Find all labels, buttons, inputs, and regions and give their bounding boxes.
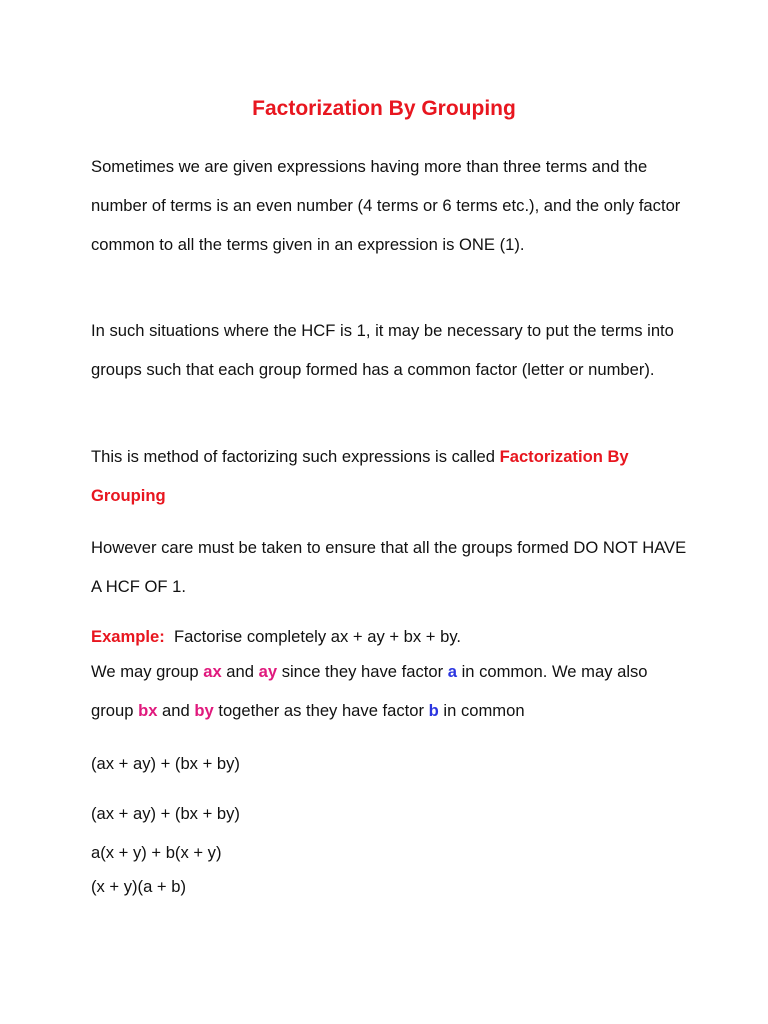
example-statement xyxy=(91,625,461,649)
term-by: by xyxy=(194,701,214,720)
solution-step-4: (x + y)(a + b) xyxy=(91,877,186,896)
paragraph-intro: Sometimes we are given expressions having more than three terms and the number of terms is an even number (4 terms or 6 terms etc.), and the only factor common to all the terms given in an expression is ONE (1). xyxy=(91,157,681,254)
explanation-text: since they have factor xyxy=(277,662,448,681)
explanation-text: and xyxy=(157,701,195,720)
page-title: Factorization By Grouping xyxy=(252,97,516,120)
factor-a: a xyxy=(447,662,457,681)
explanation-text: and xyxy=(221,662,259,681)
explanation-text: together as they have factor xyxy=(213,701,429,720)
example-label: Example: xyxy=(91,627,165,646)
paragraph-hcf-situation: In such situations where the HCF is 1, it may be necessary to put the terms into groups such that each group formed has a common factor (letter or number). xyxy=(91,321,674,379)
method-name-prefix: This is method of factorizing such expressions is called xyxy=(91,447,500,466)
paragraph-caution: However care must be taken to ensure that all the groups formed DO NOT HAVE A HCF OF 1. xyxy=(91,538,687,596)
explanation-text: We may group xyxy=(91,662,204,681)
explanation-text: in common. We may also group xyxy=(91,662,648,720)
term-bx: bx xyxy=(138,701,158,720)
solution-step-3: a(x + y) + b(x + y) xyxy=(91,843,222,862)
example-explanation xyxy=(91,652,691,730)
term-ay: ay xyxy=(258,662,278,681)
factor-b: b xyxy=(428,701,439,720)
example-text: Factorise completely ax + ay + bx + by. xyxy=(164,627,461,646)
solution-step-2: (ax + ay) + (bx + by) xyxy=(91,804,240,823)
solution-step-1: (ax + ay) + (bx + by) xyxy=(91,754,240,773)
paragraph-method-name xyxy=(91,437,691,515)
explanation-text: in common xyxy=(438,701,525,720)
method-name-highlight: Factorization By Grouping xyxy=(91,447,629,505)
term-ax: ax xyxy=(203,662,222,681)
